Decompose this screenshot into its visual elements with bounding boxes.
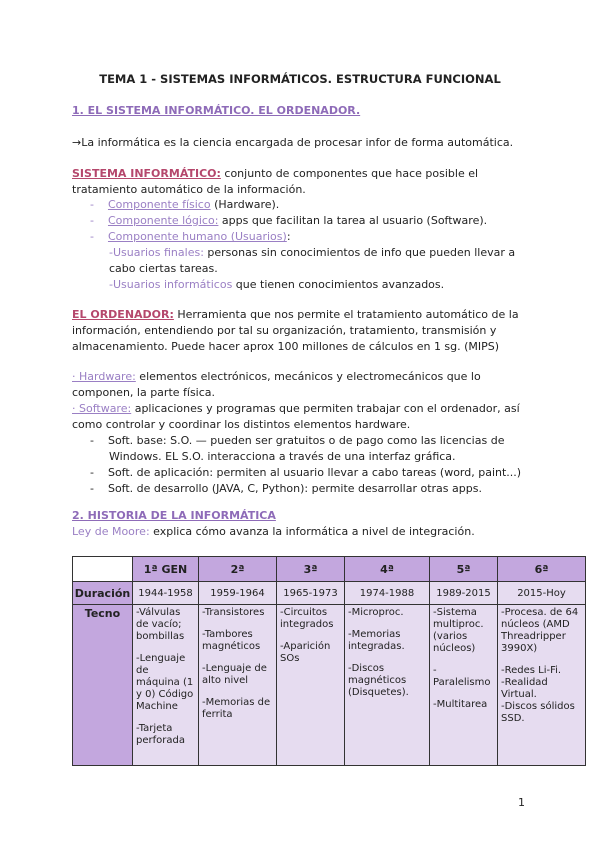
duration-cell: 1989-2015 — [430, 582, 498, 605]
tecno-item: -Paralelismo — [433, 665, 491, 688]
section1-heading: 1. EL SISTEMA INFORMÁTICO. EL ORDENADOR. — [72, 104, 361, 117]
tecno-item: -Tambores magnéticos — [202, 629, 261, 652]
gen-header: 3ª — [277, 557, 345, 582]
tecno-item: -Realidad Virtual. — [501, 677, 548, 700]
moore-law — [72, 524, 475, 540]
history-table — [72, 556, 586, 766]
tecno-cell — [498, 605, 586, 766]
sw-text2: como controlar y coordinar los distintos elementos hardware. — [72, 418, 411, 431]
tecno-item: -Circuitos integrados — [280, 607, 334, 630]
moore-text: explica cómo avanza la informática a nivel de integración. — [149, 525, 475, 538]
moore-label: Ley de Moore: — [72, 525, 150, 538]
duration-cell: 1965-1973 — [277, 582, 345, 605]
component-item — [90, 197, 279, 213]
software-def — [72, 401, 520, 417]
intro-text: →La informática es la ciencia encargada de procesar infor de forma automática. — [72, 136, 514, 149]
gen-header: 1ª GEN — [133, 557, 199, 582]
tecno-item: -Transistores — [202, 607, 265, 618]
sw-text1: aplicaciones y programas que permiten trabajar con el ordenador, así — [131, 402, 520, 415]
ordenador-def — [72, 307, 519, 323]
users-it — [109, 277, 444, 293]
hardware-label: · Hardware: — [72, 370, 136, 383]
hw-text2: componen, la parte física. — [72, 386, 216, 399]
ord-text3: almacenamiento. Puede hacer aprox 100 millones de cálculos en 1 sg. (MIPS) — [72, 340, 500, 353]
tecno-item: -Memorias integradas. — [348, 629, 405, 652]
soft-item: - Soft. base: S.O. — pueden ser gratuitos o de pago como las licencias de — [90, 434, 505, 447]
hardware-def — [72, 369, 481, 385]
si-text1: conjunto de componentes que hace posible el — [220, 167, 479, 180]
tecno-cell — [345, 605, 430, 766]
component-label: Componente humano (Usuarios) — [107, 230, 287, 243]
table-header-row — [73, 557, 586, 582]
table-row-duration — [73, 582, 586, 605]
corner-cell — [73, 557, 133, 582]
tecno-item: -Válvulas de vacío; bombillas — [136, 607, 185, 642]
table-row-tecno — [73, 605, 586, 766]
duration-cell: 1944-1958 — [133, 582, 199, 605]
component-text: apps que facilitan la tarea al usuario (Software). — [218, 214, 488, 227]
users-final-label: -Usuarios finales: — [109, 246, 204, 259]
component-text: : — [286, 230, 291, 243]
page-number: 1 — [518, 796, 525, 809]
tecno-cell — [430, 605, 498, 766]
soft-item-text: Soft. de desarrollo (JAVA, C, Python): permite desarrollar otras apps. — [107, 482, 482, 495]
ord-text1: Herramienta que nos permite el tratamiento automático de la — [173, 308, 519, 321]
users-it-label: -Usuarios informáticos — [109, 278, 233, 291]
tecno-item: -Aparición SOs — [280, 641, 331, 664]
gen-header: 6ª — [498, 557, 586, 582]
tecno-item: -Discos magnéticos (Disquetes). — [348, 663, 409, 698]
section2-heading: 2. HISTORIA DE LA INFORMÁTICA — [72, 509, 276, 522]
users-final-text2: cabo ciertas tareas. — [109, 262, 218, 275]
software-label: · Software: — [72, 402, 132, 415]
component-label: Componente físico — [107, 198, 211, 211]
gen-header: 2ª — [199, 557, 277, 582]
duration-cell: 1959-1964 — [199, 582, 277, 605]
sistema-informatico-def — [72, 166, 478, 182]
soft-item: - Soft. de aplicación: permiten al usuario llevar a cabo tareas (word, paint...) — [90, 466, 522, 479]
ord-text2: información, entendiendo por tal su organización, tratamiento, transmisión y — [72, 324, 497, 337]
sistema-informatico-label: SISTEMA INFORMÁTICO: — [72, 167, 221, 180]
si-text2: tratamiento automático de la información. — [72, 183, 306, 196]
tecno-item: -Lenguaje de máquina (1 y 0) Código Machine — [136, 653, 194, 712]
tecno-item: -Microproc. — [348, 607, 404, 618]
component-label: Componente lógico: — [107, 214, 219, 227]
dash: - — [90, 214, 108, 227]
dash: - — [90, 230, 108, 243]
hw-text1: elementos electrónicos, mecánicos y electromecánicos que lo — [135, 370, 481, 383]
soft-item: - Soft. de desarrollo (JAVA, C, Python): permite desarrollar otras apps. — [90, 482, 482, 495]
users-it-text: que tienen conocimientos avanzados. — [232, 278, 445, 291]
tecno-item: -Tarjeta perforada — [136, 723, 185, 746]
gen-header: 5ª — [430, 557, 498, 582]
tecno-label: Tecno — [73, 605, 133, 766]
tecno-item: -Discos sólidos SSD. — [501, 701, 575, 724]
tecno-item: -Procesa. de 64 núcleos (AMD Threadripper 3990X) — [501, 607, 579, 654]
tecno-cell — [133, 605, 199, 766]
soft-item-cont: Windows. EL S.O. interacciona a través de una interfaz gráfica. — [109, 450, 456, 463]
dash: - — [90, 198, 108, 211]
tecno-item: -Memorias de ferrita — [202, 697, 271, 720]
duration-cell: 2015-Hoy — [498, 582, 586, 605]
component-item — [90, 213, 487, 229]
tecno-item: -Multitarea — [433, 699, 488, 710]
duration-cell: 1974-1988 — [345, 582, 430, 605]
tecno-item: -Lenguaje de alto nivel — [202, 663, 267, 686]
soft-item-text: Soft. de aplicación: permiten al usuario llevar a cabo tareas (word, paint...) — [107, 466, 522, 479]
component-text: (Hardware). — [210, 198, 280, 211]
page-title: TEMA 1 - SISTEMAS INFORMÁTICOS. ESTRUCTURA FUNCIONAL — [99, 72, 501, 86]
tecno-item: -Sistema multiproc. (varios núcleos) — [433, 607, 484, 654]
tecno-cell — [277, 605, 345, 766]
users-final — [109, 245, 515, 261]
duration-label: Duración — [73, 582, 133, 605]
gen-header: 4ª — [345, 557, 430, 582]
tecno-cell — [199, 605, 277, 766]
component-item — [90, 229, 291, 245]
ordenador-label: EL ORDENADOR: — [72, 308, 174, 321]
tecno-item: -Redes Li-Fi. — [501, 665, 562, 676]
soft-item-text: Soft. base: S.O. — pueden ser gratuitos o de pago como las licencias de — [107, 434, 505, 447]
users-final-text1: personas sin conocimientos de info que pueden llevar a — [203, 246, 516, 259]
